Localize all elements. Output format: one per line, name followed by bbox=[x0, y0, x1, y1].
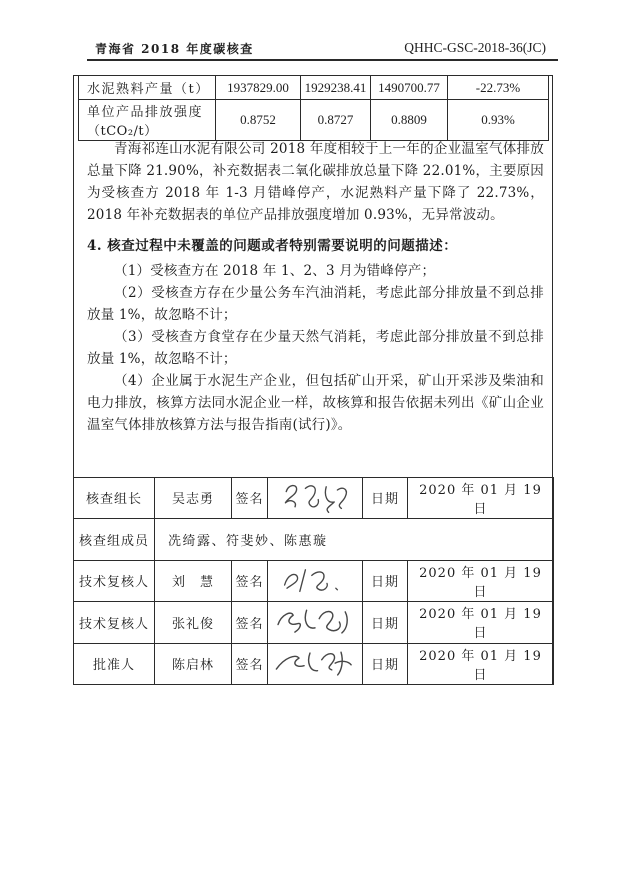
summary-paragraph: 青海祁连山水泥有限公司 2018 年度相较于上一年的企业温室气体排放总量下降 21.90%，补充数据表二氧化碳排放总量下降 22.01%，主要原因为受核查方 2018 年 1-3 月错峰停产，水泥熟料产量下降了 22.73%，2018 年补充数据表的单位产品排放强度增加 0.93%，无异常波动。 bbox=[87, 141, 544, 223]
role-label: 技术复核人 bbox=[74, 560, 155, 602]
issue-item-2: （2）受核查方存在少量公务车汽油消耗，考虑此部分排放量不到总排放量 1%，故忽略不计； bbox=[87, 285, 544, 323]
issue-item-4: （4）企业属于水泥生产企业，但包括矿山开采，矿山开采涉及柴油和电力排放，核算方法同水泥企业一样，故核算和报告依据未列出《矿山企业温室气体排放核算方法与报告指南(试行)》。 bbox=[87, 373, 544, 433]
signature-cell bbox=[268, 477, 363, 519]
person-name: 陈启林 bbox=[155, 643, 232, 685]
date-label: 日期 bbox=[363, 602, 408, 644]
narrative-section bbox=[87, 138, 544, 436]
metric-value: 1937829.00 bbox=[216, 76, 301, 100]
table-row bbox=[79, 76, 549, 100]
role-label: 批准人 bbox=[74, 643, 155, 685]
table-row bbox=[74, 519, 554, 561]
date-label: 日期 bbox=[363, 643, 408, 685]
date-value: 2020 年 01 月 19 日 bbox=[408, 560, 554, 602]
metrics-table bbox=[78, 75, 549, 141]
header-document-code: QHHC-GSC-2018-36(JC) bbox=[404, 40, 546, 55]
metric-label-line2: （tCO₂/t） bbox=[87, 124, 158, 139]
table-row bbox=[74, 477, 554, 519]
metric-label-emission-intensity bbox=[79, 100, 216, 141]
metric-value: 0.8727 bbox=[301, 100, 371, 141]
metric-value: 1929238.41 bbox=[301, 76, 371, 100]
date-label: 日期 bbox=[363, 560, 408, 602]
metric-label-line1: 单位产品排放强度 bbox=[87, 105, 204, 120]
issue-item-1: （1）受核查方在 2018 年 1、2、3 月为错峰停产； bbox=[114, 263, 436, 279]
signature-cell bbox=[268, 560, 363, 602]
date-value: 2020 年 01 月 19 日 bbox=[408, 643, 554, 685]
metric-value: 1490700.77 bbox=[371, 76, 448, 100]
role-label: 技术复核人 bbox=[74, 602, 155, 644]
person-name: 吴志勇 bbox=[155, 477, 232, 519]
date-label: 日期 bbox=[363, 477, 408, 519]
table-row bbox=[74, 602, 554, 644]
header-report-title: 青海省 2018 年度碳核查 bbox=[95, 42, 254, 56]
section-4-heading: 4. 核查过程中未覆盖的问题或者特别需要说明的问题描述： bbox=[87, 238, 458, 254]
handwritten-signature-zhang-lijun bbox=[273, 603, 357, 641]
handwritten-signature-wu-zhiyong bbox=[275, 480, 355, 516]
date-value: 2020 年 01 月 19 日 bbox=[408, 477, 554, 519]
sign-label: 签名 bbox=[232, 477, 268, 519]
table-row bbox=[79, 100, 549, 141]
date-value: 2020 年 01 月 19 日 bbox=[408, 602, 554, 644]
team-member-names: 冼绮露、符斐妙、陈惠璇 bbox=[155, 519, 554, 561]
role-label: 核查组成员 bbox=[74, 519, 155, 561]
metric-value: -22.73% bbox=[448, 76, 549, 100]
metric-value: 0.93% bbox=[448, 100, 549, 141]
signature-cell bbox=[268, 643, 363, 685]
sign-label: 签名 bbox=[232, 602, 268, 644]
issue-item-3: （3）受核查方食堂存在少量天然气消耗，考虑此部分排放量不到总排放量 1%，故忽略不计； bbox=[87, 329, 544, 367]
metric-label-clinker-output: 水泥熟料产量（t） bbox=[79, 76, 216, 100]
handwritten-signature-liu-hui bbox=[275, 563, 355, 599]
metric-value: 0.8752 bbox=[216, 100, 301, 141]
header-rule bbox=[87, 59, 558, 61]
person-name: 刘 慧 bbox=[155, 560, 232, 602]
role-label: 核查组长 bbox=[74, 477, 155, 519]
signoff-table bbox=[73, 477, 554, 686]
content-frame bbox=[73, 75, 553, 685]
person-name: 张礼俊 bbox=[155, 602, 232, 644]
table-row bbox=[74, 643, 554, 685]
metric-value: 0.8809 bbox=[371, 100, 448, 141]
signature-cell bbox=[268, 602, 363, 644]
handwritten-signature-chen-qilin bbox=[273, 645, 357, 683]
sign-label: 签名 bbox=[232, 643, 268, 685]
sign-label: 签名 bbox=[232, 560, 268, 602]
table-row bbox=[74, 560, 554, 602]
